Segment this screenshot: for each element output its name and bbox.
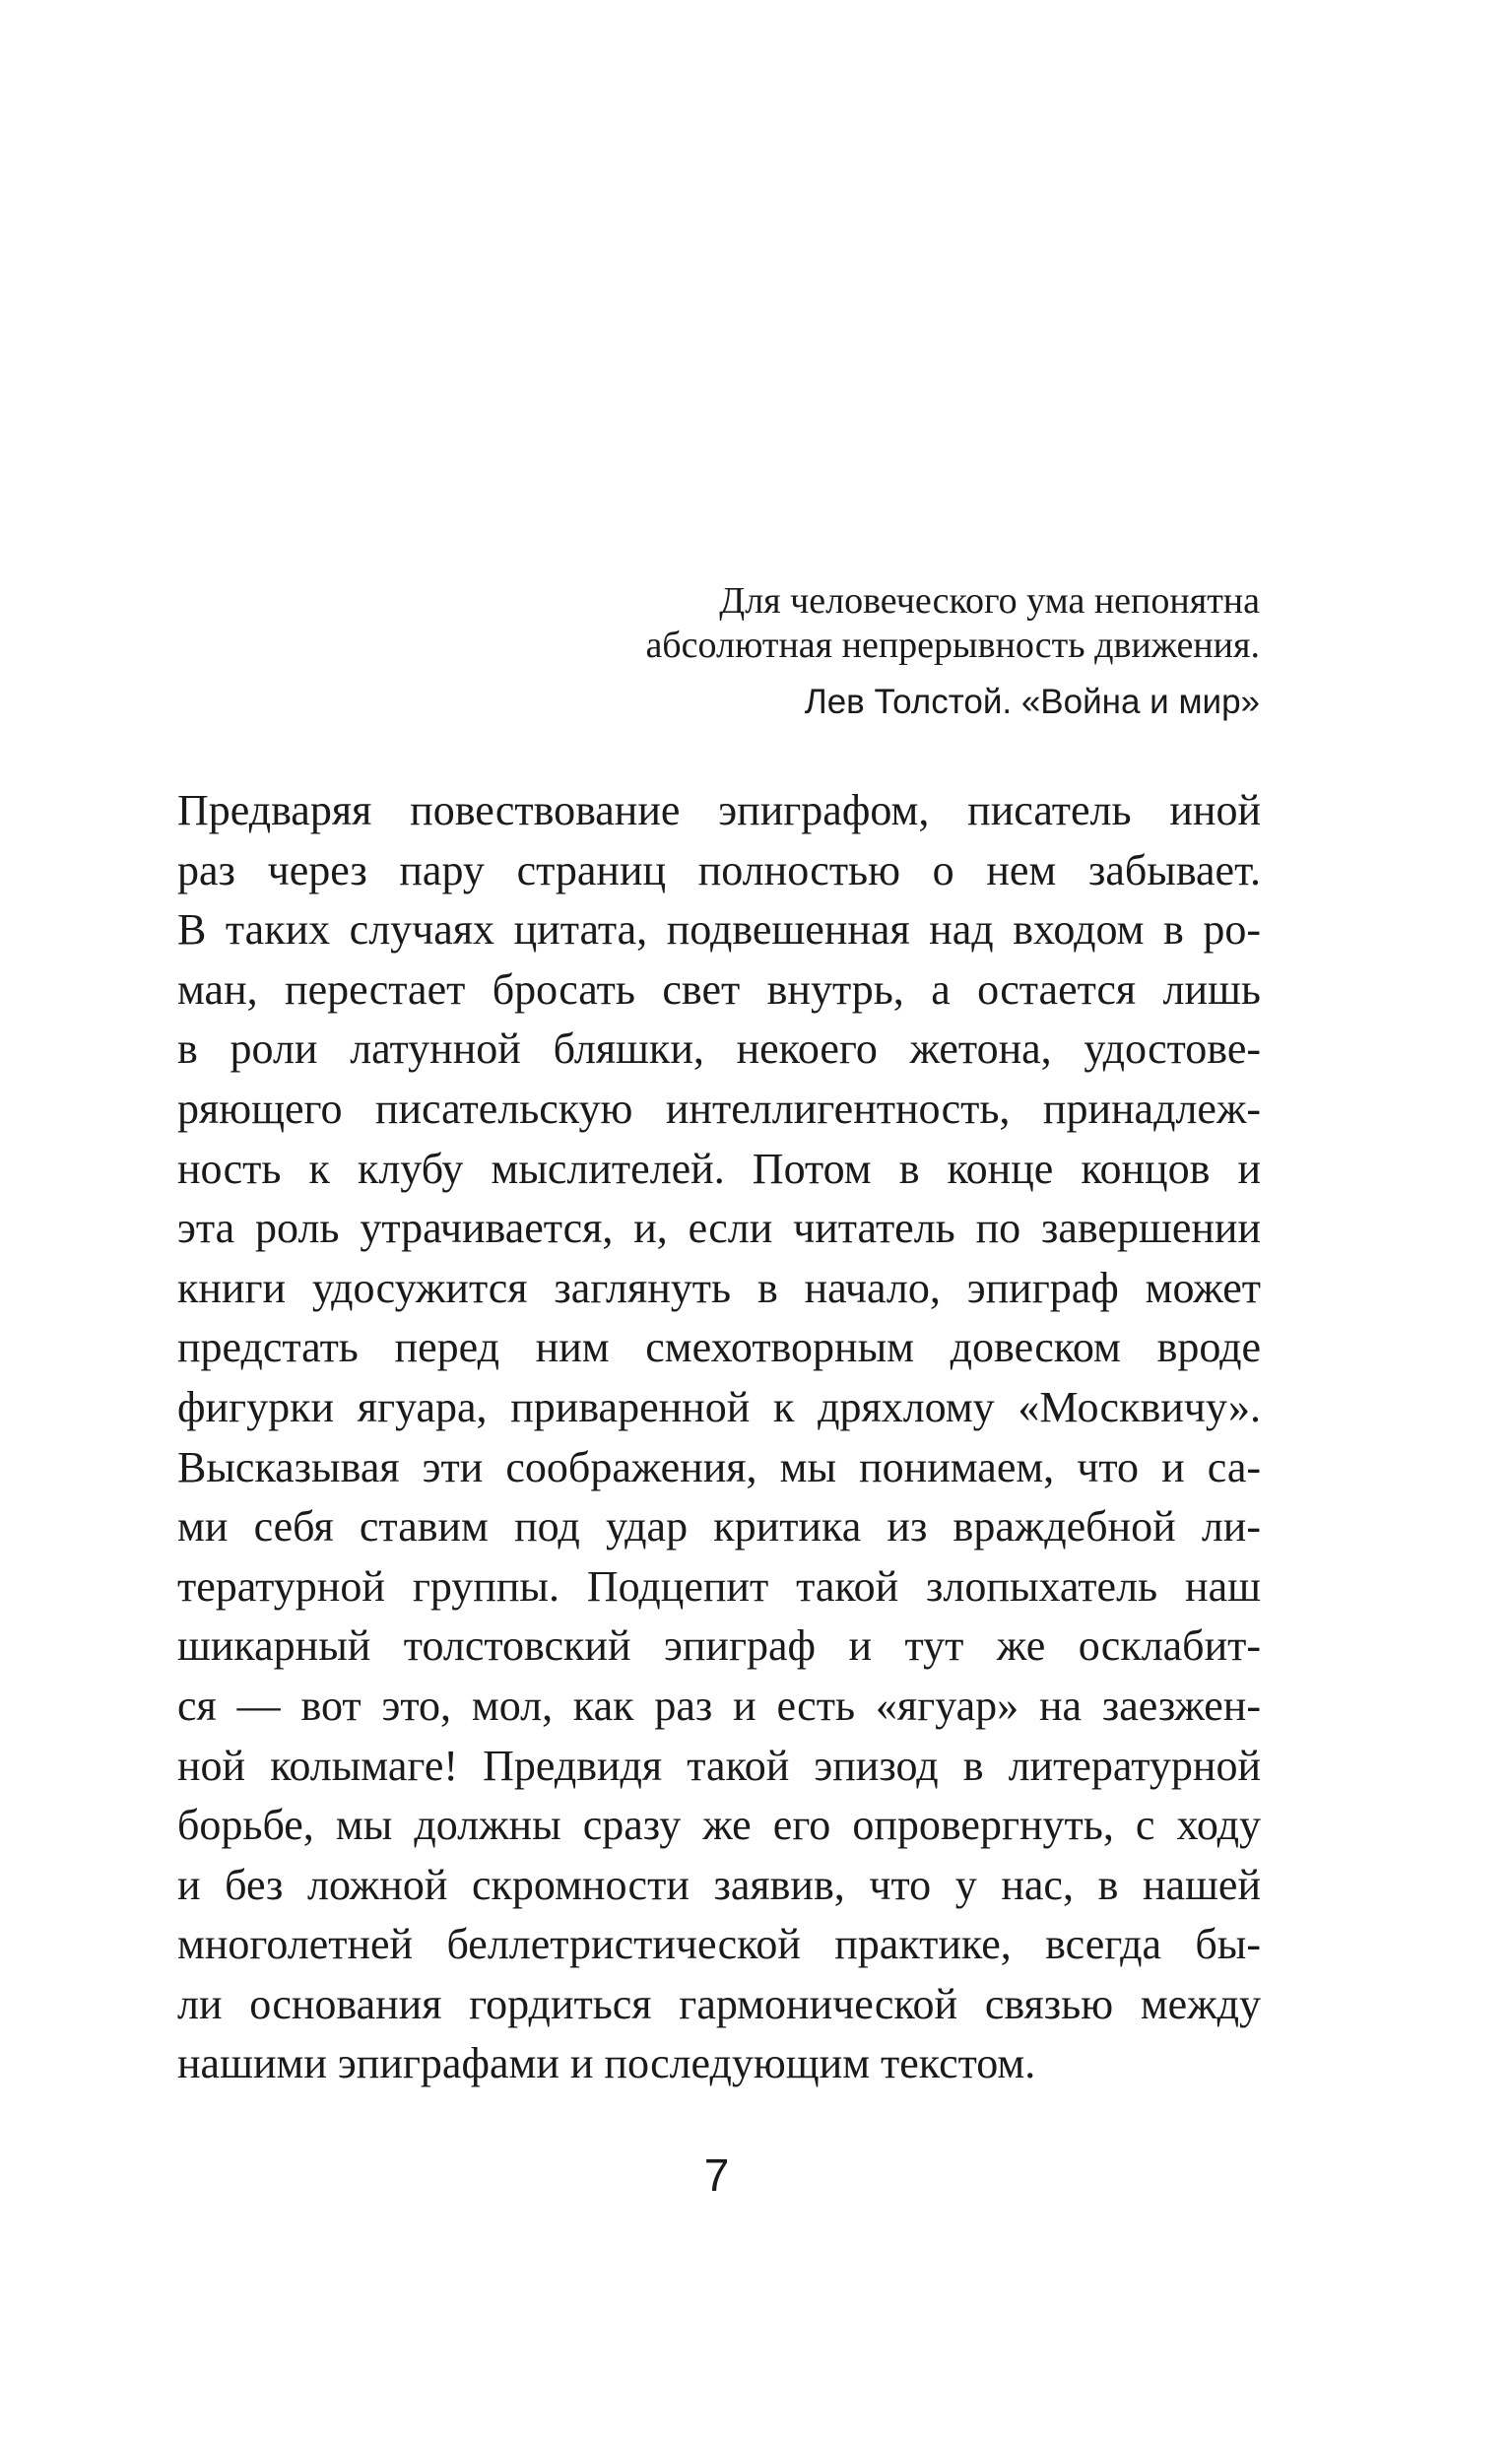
- text-line: в роли латунной бляшки, некоего жетона, удостове-: [177, 1024, 1261, 1074]
- text-line: предстать перед ним смехотворным довеском вроде: [177, 1323, 1261, 1372]
- text-line: эта роль утрачивается, и, если читатель по завершении: [177, 1204, 1261, 1253]
- text-line: книги удосужится заглянуть в начало, эпиграф может: [177, 1263, 1261, 1312]
- epigraph: [373, 579, 1260, 723]
- text-line: В таких случаях цитата, подвешенная над входом в ро-: [177, 905, 1261, 955]
- text-line: и без ложной скромности заявив, что у нас, в нашей: [177, 1860, 1261, 1909]
- page-number: 7: [703, 2149, 730, 2201]
- main-text: [177, 781, 1261, 2094]
- text-line: нашими эпиграфами и последующим текстом.: [177, 2039, 1036, 2088]
- text-line: ман, перестает бросать свет внутрь, а остается лишь: [177, 964, 1261, 1014]
- text-line: Предваряя повествование эпиграфом, писатель иной: [177, 786, 1261, 834]
- text-line: многолетней беллетристической практике, всегда бы-: [177, 1920, 1261, 1969]
- text-line: Высказывая эти соображения, мы понимаем, что и са-: [177, 1442, 1261, 1491]
- text-line: ность к клубу мыслителей. Потом в конце концов и: [177, 1144, 1261, 1193]
- epigraph-source: Лев Толстой. «Война и мир»: [804, 683, 1260, 721]
- text-line: ся — вот это, мол, как раз и есть «ягуар» на заезжен-: [177, 1681, 1261, 1730]
- epigraph-quote-line-1: Для человеческого ума непонятна: [719, 580, 1260, 622]
- text-line: тературной группы. Подцепит такой злопыхатель наш: [177, 1561, 1261, 1611]
- text-line: фигурки ягуара, приваренной к дряхлому «Москвичу».: [177, 1382, 1261, 1431]
- text-line: борьбе, мы должны сразу же его опровергнуть, с ходу: [177, 1801, 1261, 1850]
- text-line: ли основания гордиться гармонической связью между: [177, 1979, 1261, 2028]
- text-line: ми себя ставим под удар критика из враждебной ли-: [177, 1502, 1261, 1552]
- text-line: раз через пару страниц полностью о нем забывает.: [177, 845, 1261, 894]
- epigraph-quote-line-2: абсолютная непрерывность движения.: [645, 625, 1260, 666]
- text-line: шикарный толстовский эпиграф и тут же осклабит-: [177, 1621, 1261, 1671]
- text-line: ной колымаге! Предвидя такой эпизод в литературной: [177, 1741, 1261, 1790]
- text-line: ряющего писательскую интеллигентность, принадлеж-: [177, 1084, 1261, 1133]
